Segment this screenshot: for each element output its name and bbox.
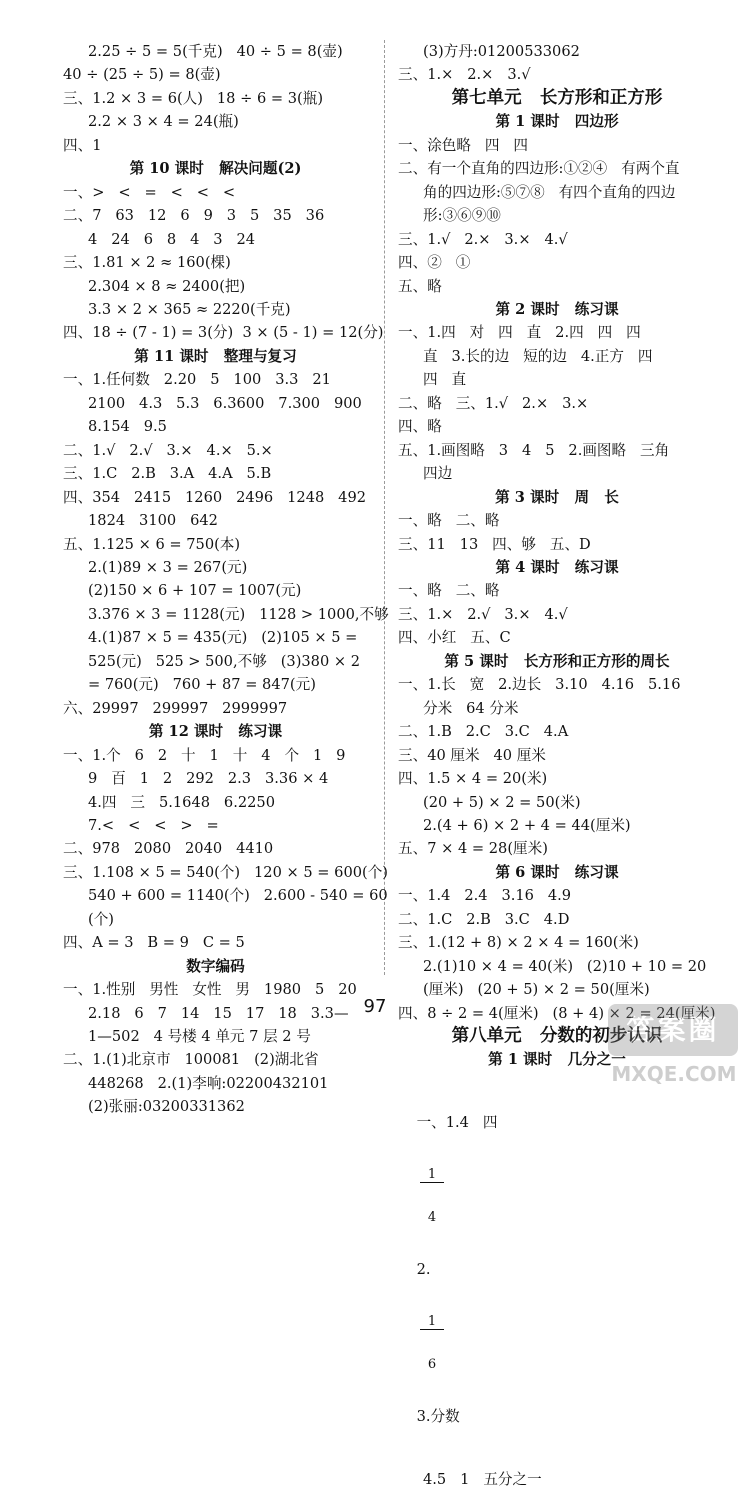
answer-line: 五、1.画图略 3 4 5 2.画图略 三角 [398, 441, 670, 459]
answer-line: 三、1.C 2.B 3.A 4.A 5.B [63, 465, 272, 483]
answer-line: (2)张丽:03200331362 [88, 1098, 245, 1116]
answer-line: 2.25 ÷ 5 = 5(千克) 40 ÷ 5 = 8(壶) [88, 43, 343, 60]
right-column-lines [398, 40, 716, 1072]
answer-line: 2.304 × 8 ≈ 2400(把) [88, 277, 246, 295]
answer-line: 一、1.任何数 2.20 5 100 3.3 21 [63, 371, 331, 389]
answer-line: 7.< < < > = [88, 816, 219, 834]
answer-line: 一、1.四 对 四 直 2.四 四 四 [398, 324, 641, 342]
fraction-suffix: 3.分数 [416, 1407, 460, 1425]
answer-line: 四、18 ÷ (7 - 1) = 3(分) 3 × (5 - 1) = 12(分) [63, 324, 384, 342]
answer-line: 2.(1)89 × 3 = 267(元) [88, 558, 248, 576]
answer-line: 二、1.B 2.C 3.C 4.A [398, 723, 569, 741]
answer-line: 四边 [423, 465, 453, 483]
answer-line: 四、② ① [398, 254, 471, 272]
fraction-numerator: 1 [420, 1168, 445, 1183]
answer-line: 一、略 二、略 [398, 582, 500, 600]
answer-line: 二、略 三、1.√ 2.× 3.× [398, 394, 589, 412]
lesson-heading: 第 4 课时 练习课 [495, 558, 619, 576]
answer-line: (2)150 × 6 + 107 = 1007(元) [88, 582, 302, 600]
watermark [604, 1000, 744, 1090]
left-column [63, 40, 389, 1119]
answer-line: 4.四 三 5.1648 6.2250 [88, 793, 275, 811]
answer-line: 二、7 63 12 6 9 3 5 35 36 [63, 207, 325, 225]
answer-line: 二、1.(1)北京市 100081 (2)湖北省 [63, 1051, 319, 1069]
answer-line: 一、1.长 宽 2.边长 3.10 4.16 5.16 [398, 676, 681, 694]
answer-line: 四、1 [63, 136, 102, 154]
answer-line: 三、40 厘米 40 厘米 [398, 746, 546, 764]
answer-line: 三、1.√ 2.× 3.× 4.√ [398, 230, 568, 248]
answer-line: 四、8 ÷ 2 = 4(厘米) (8 + 4) × 2 = 24(厘米) [398, 1004, 716, 1022]
answer-line: 二、1.C 2.B 3.C 4.D [398, 910, 570, 928]
answer-line: 448268 2.(1)李响:02200432101 [88, 1074, 329, 1092]
answer-line: 1824 3100 642 [88, 512, 218, 530]
lesson-heading: 第 10 课时 解决问题(2) [129, 160, 302, 178]
lesson-heading: 第 3 课时 周 长 [495, 488, 619, 506]
answer-line: 一、1.4 2.4 3.16 4.9 [398, 887, 572, 905]
answer-line: 2100 4.3 5.3 6.3600 7.300 900 [88, 394, 362, 412]
answer-line: 四 直 [423, 371, 467, 389]
answer-line: 3.376 × 3 = 1128(元) 1128 > 1000,不够 [88, 605, 389, 623]
page-number: 97 [363, 996, 387, 1017]
fraction-one-sixth [420, 1287, 445, 1400]
answer-line: 角的四边形:⑤⑦⑧ 有四个直角的四边 [423, 183, 676, 201]
answer-line: 三、1.× 2.√ 3.× 4.√ [398, 605, 568, 623]
answer-line: = 760(元) 760 + 87 = 847(元) [88, 676, 316, 694]
answer-line: 540 + 600 = 1140(个) 2.600 - 540 = 60 [88, 887, 388, 905]
answer-line: 一、> < = < < < [63, 183, 236, 201]
answer-line: 3.3 × 2 × 365 ≈ 2220(千克) [88, 300, 291, 318]
lesson-heading: 第 12 课时 练习课 [148, 723, 283, 741]
lesson-heading: 第 11 课时 整理与复习 [134, 347, 297, 365]
answer-line: 五、7 × 4 = 28(厘米) [398, 840, 548, 858]
watermark-url: MXQE.COM [611, 1062, 737, 1086]
answer-line: 四、A = 3 B = 9 C = 5 [63, 934, 245, 952]
unit-heading: 第八单元 分数的初步认识 [451, 1026, 663, 1047]
fraction-prefix: 一、1.4 四 [416, 1113, 498, 1131]
answer-line: 三、1.108 × 5 = 540(个) 120 × 5 = 600(个) [63, 863, 389, 881]
answer-line: 三、1.(12 + 8) × 2 × 4 = 160(米) [398, 934, 639, 952]
right-column [398, 40, 716, 1491]
answer-line: 三、1.81 × 2 ≈ 160(棵) [63, 254, 231, 272]
answer-line: 形:③⑥⑨⑩ [423, 207, 501, 225]
answer-line: 二、978 2080 2040 4410 [63, 840, 274, 858]
lesson-heading: 第 6 课时 练习课 [495, 863, 619, 881]
answer-line: 2.18 6 7 14 15 17 18 3.3— [88, 1004, 349, 1022]
watermark-logo: 答案圈 [608, 1004, 738, 1056]
answer-line: 1—502 4 号楼 4 单元 7 层 2 号 [88, 1028, 311, 1046]
answer-line: 一、略 二、略 [398, 512, 500, 530]
fraction-denominator: 6 [427, 1356, 437, 1372]
answer-line: 2.(1)10 × 4 = 40(米) (2)10 + 10 = 20 [423, 957, 707, 975]
fraction-numerator: 1 [420, 1315, 445, 1330]
unit-heading: 第七单元 长方形和正方形 [451, 87, 663, 108]
fraction-denominator: 4 [427, 1209, 437, 1225]
fraction-one-quarter [420, 1140, 445, 1253]
answer-line: 8.154 9.5 [88, 418, 167, 436]
answer-line: 2.(4 + 6) × 2 + 4 = 44(厘米) [423, 816, 631, 834]
answer-line: 二、有一个直角的四边形:①②④ 有两个直 [398, 160, 680, 178]
answer-line: 三、1.× 2.× 3.√ [398, 66, 531, 84]
answer-line: 四、1.5 × 4 = 20(米) [398, 770, 548, 788]
answer-line: 525(元) 525 > 500,不够 (3)380 × 2 [88, 652, 361, 670]
answer-line: 一、涂色略 四 四 [398, 136, 528, 154]
answer-line: 四、略 [398, 418, 442, 436]
answer-line: 分米 64 分米 [423, 699, 519, 717]
answer-line: 4.5 1 五分之一 [423, 1470, 542, 1488]
lesson-heading: 数字编码 [186, 957, 245, 975]
answer-line: (厘米) (20 + 5) × 2 = 50(厘米) [423, 981, 650, 999]
answer-line: 四、354 2415 1260 2496 1248 492 [63, 488, 367, 506]
column-divider [384, 40, 385, 975]
answer-line: 五、1.125 × 6 = 750(本) [63, 535, 241, 553]
answer-line: 四、小红 五、C [398, 629, 511, 647]
lesson-heading: 第 1 课时 几分之一 [488, 1051, 626, 1069]
answer-line: 2.2 × 3 × 4 = 24(瓶) [88, 113, 239, 131]
answer-line: 一、1.性别 男性 女性 男 1980 5 20 [63, 981, 357, 999]
answer-line: 4 24 6 8 4 3 24 [88, 230, 256, 248]
lesson-heading: 第 1 课时 四边形 [495, 113, 619, 131]
fraction-answer-line [398, 1072, 716, 1468]
answer-line: 六、29997 299997 2999997 [63, 699, 288, 717]
answer-line: 二、1.√ 2.√ 3.× 4.× 5.× [63, 441, 273, 459]
answer-line: (20 + 5) × 2 = 50(米) [423, 793, 581, 811]
answer-line: (个) [88, 910, 114, 928]
fraction-middle: 2. [416, 1260, 431, 1278]
answer-line: 40 ÷ (25 ÷ 5) = 8(壶) [63, 66, 221, 84]
answer-line: 一、1.个 6 2 十 1 十 4 个 1 9 [63, 746, 346, 764]
lesson-heading: 第 5 课时 长方形和正方形的周长 [444, 652, 670, 670]
answer-line: (3)方丹:01200533062 [423, 43, 580, 60]
answer-line: 三、11 13 四、够 五、D [398, 535, 591, 553]
answer-line: 三、1.2 × 3 = 6(人) 18 ÷ 6 = 3(瓶) [63, 89, 324, 107]
answer-line: 9 百 1 2 292 2.3 3.36 × 4 [88, 770, 329, 788]
answer-line: 4.(1)87 × 5 = 435(元) (2)105 × 5 = [88, 629, 358, 647]
lesson-heading: 第 2 课时 练习课 [495, 300, 619, 318]
answer-line: 直 3.长的边 短的边 4.正方 四 [423, 347, 653, 365]
answer-line: 五、略 [398, 277, 442, 295]
